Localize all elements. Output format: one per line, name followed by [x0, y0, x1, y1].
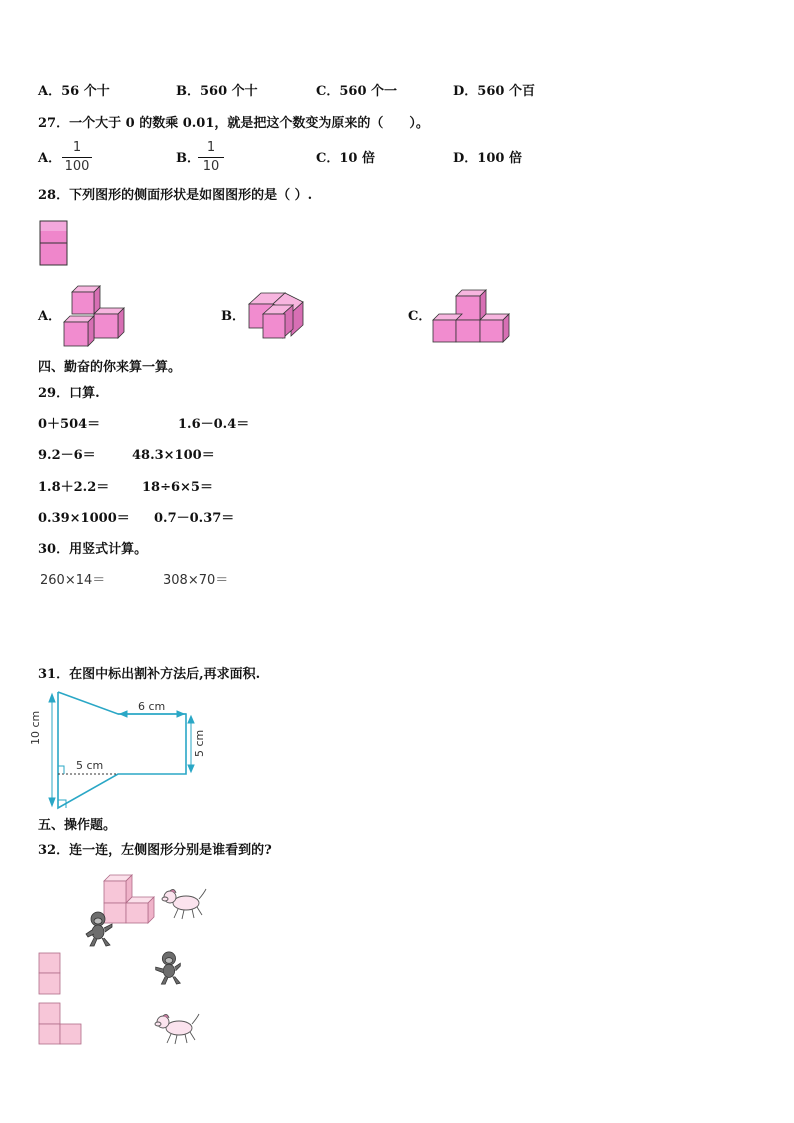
q29-item-5: 1.8＋2.2＝ [38, 480, 110, 495]
q32-monkey-option-icon [150, 950, 186, 986]
q31-label-inner: 5 cm [76, 759, 104, 772]
q29-item-2: 1.6－0.4＝ [178, 417, 250, 432]
q30-stem: 30．用竖式计算。 [38, 542, 148, 557]
section-5-heading: 五、操作题。 [38, 818, 117, 833]
q31-label-top: 6 cm [138, 700, 166, 713]
q26-option-d: D．560 个百 [453, 84, 535, 99]
q31-label-left: 10 cm [29, 710, 42, 745]
q28-stem: 28．下列图形的侧面形状是如图图形的是（ ）. [38, 188, 313, 203]
q26-option-c: C．560 个一 [316, 84, 398, 99]
q32-dog-icon [160, 885, 208, 921]
q28-side-view-figure [39, 220, 69, 266]
q28-label-b: B． [221, 309, 245, 324]
q29-item-6: 18÷6×5＝ [142, 480, 213, 495]
q27-option-b-letter: B． [176, 151, 200, 166]
q28-label-c: C． [408, 309, 432, 324]
q32-dog-option-icon [152, 1010, 202, 1046]
q30-item-1: 260×14＝ [40, 573, 106, 588]
q26-option-b: B．560 个十 [176, 84, 258, 99]
q27-option-a-fraction: 1 100 [62, 140, 92, 175]
q27-stem: 27．一个大于 0 的数乘 0.01，就是把这个数变为原来的（ ）。 [38, 116, 429, 131]
q32-left-figure-1 [38, 952, 62, 996]
section-4-heading: 四、勤奋的你来算一算。 [38, 360, 182, 375]
q29-item-4: 48.3×100＝ [132, 448, 215, 463]
q26-option-a: A．56 个十 [38, 84, 110, 99]
q32-left-figure-2 [38, 1002, 84, 1046]
q28-option-c-cubes [432, 288, 512, 344]
q27-option-d: D．100 倍 [453, 151, 522, 166]
q28-label-a: A． [38, 309, 62, 324]
q27-option-b-fraction: 1 10 [198, 140, 224, 175]
q32-stem: 32．连一连，左侧图形分别是谁看到的? [38, 843, 272, 858]
q28-option-a-cubes [62, 286, 128, 348]
q32-monkey-icon [84, 910, 114, 948]
q29-item-8: 0.7－0.37＝ [154, 511, 235, 526]
q29-item-7: 0.39×1000＝ [38, 511, 130, 526]
q29-item-1: 0＋504＝ [38, 417, 101, 432]
q31-figure [36, 690, 216, 812]
q29-item-3: 9.2－6＝ [38, 448, 96, 463]
q31-label-right: 5 cm [193, 729, 206, 757]
q31-stem: 31．在图中标出割补方法后,再求面积. [38, 667, 261, 682]
q27-option-a-letter: A． [38, 151, 62, 166]
q30-item-2: 308×70＝ [163, 573, 229, 588]
q28-option-b-cubes [247, 292, 305, 340]
q29-stem: 29．口算. [38, 386, 100, 401]
q27-option-c: C．10 倍 [316, 151, 375, 166]
